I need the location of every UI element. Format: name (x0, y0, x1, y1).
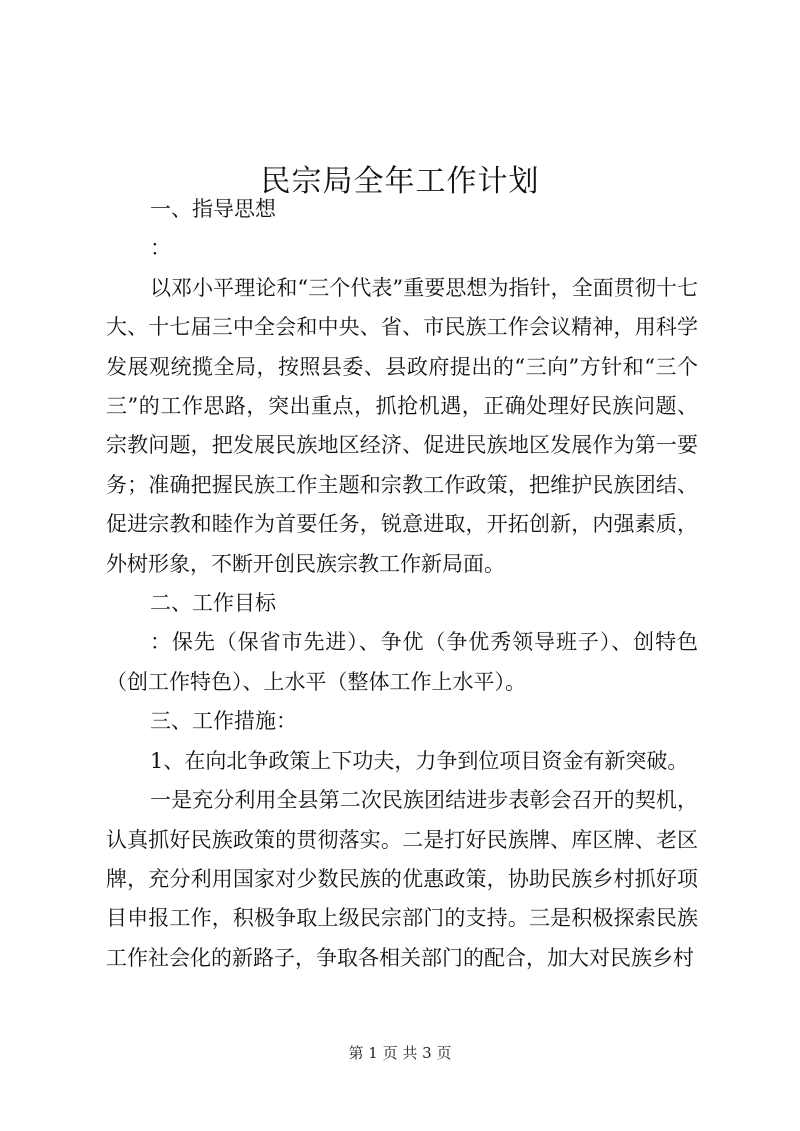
section-heading-work-measures: 三、工作措施： (150, 709, 297, 734)
paragraph-measures-detail: 一是充分利用全县第二次民族团结进步表彰会召开的契机，认真抓好民族政策的贯彻落实。二是打好民族牌、库区牌、老区牌，充分利用国家对少数民族的优惠政策，协助民族乡村抓好项目申报工作，积极争取上级民宗部门的支持。三是积极探索民族工作社会化的新路子，争取各相关部门的配合，加大对民族乡村 (106, 788, 698, 970)
paragraph-work-goals: ：保先（保省市先进）、争优（争优秀领导班子）、创特色（创工作特色）、上水平（整体工作上水平）。 (106, 630, 698, 694)
section-heading-work-goals: 二、工作目标 (150, 591, 276, 616)
measure-item-1: 1、在向北争政策上下功夫，力争到位项目资金有新突破。 (150, 748, 689, 773)
document-title: 民宗局全年工作计划 (260, 164, 540, 200)
paragraph-colon: ： (150, 236, 171, 261)
paragraph-guiding-thought: 以邓小平理论和“三个代表”重要思想为指针，全面贯彻十七大、十七届三中全会和中央、省、市民族工作会议精神，用科学发展观统揽全局，按照县委、县政府提出的“三向”方针和“三个三”的工作思路，突出重点，抓抢机遇，正确处理好民族问题、宗教问题，把发展民族地区经济、促进民族地区发展作为第一要务；准确把握民族工作主题和宗教工作政策，把维护民族团结、促进宗教和睦作为首要任务，锐意进取，开拓创新，内强素质，外树形象，不断开创民族宗教工作新局面。 (106, 275, 698, 576)
section-heading-guiding-thought: 一、指导思想 (150, 197, 276, 221)
document-body (106, 190, 698, 978)
page-footer: 第 1 页 共 3 页 (348, 1044, 452, 1062)
